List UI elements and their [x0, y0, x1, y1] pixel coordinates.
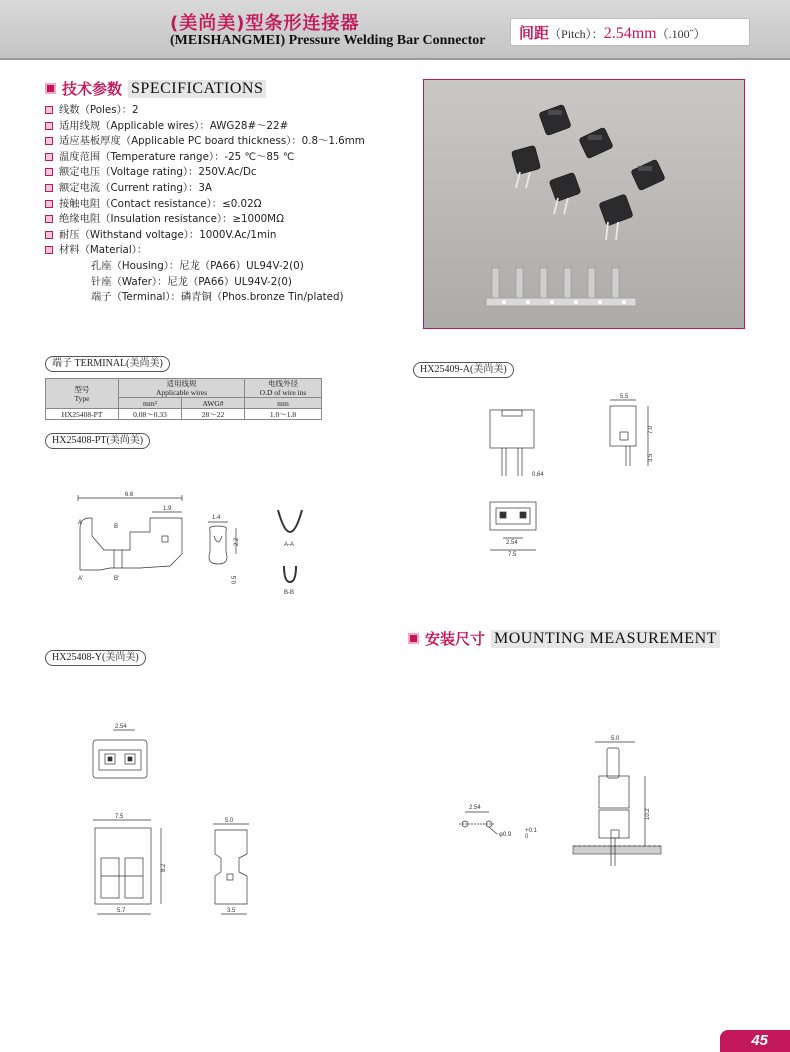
dim-label: 3.5 [648, 453, 654, 462]
header-divider [0, 58, 790, 60]
bullet-icon [45, 184, 53, 192]
connector-photo-illustration [424, 80, 744, 328]
spec-item: 线数（Poles）：2 [45, 103, 415, 119]
dim-label: 6.6 [125, 492, 134, 498]
pt-tag: HX25408-PT(美尚美) [45, 433, 150, 449]
dim-label: 8.2 [161, 863, 167, 872]
terminal-table [45, 378, 322, 420]
bullet-icon [45, 137, 53, 145]
bullet-icon [45, 231, 53, 239]
mounting-heading: 安装尺寸 MOUNTING MEASUREMENT [408, 628, 720, 649]
spec-item: 绝缘电阻（Insulation resistance）：≥1000MΩ [45, 212, 415, 228]
cell-mm2: 0.08～0.33 [119, 409, 182, 420]
cell-od: 1.0～1.8 [245, 409, 322, 420]
dim-label: 1.4 [212, 515, 221, 521]
dim-label: B [114, 524, 119, 530]
spec-item: 接触电阻（Contact resistance）：≤0.02Ω [45, 197, 415, 213]
pitch-value: 2.54mm [603, 25, 657, 42]
product-photo [423, 79, 745, 329]
material-item: 针座（Wafer）：尼龙（PA66）UL94V-2(0) [91, 275, 292, 288]
cell-type: HX25408-PT [46, 409, 119, 420]
spec-item: 额定电压（Voltage rating）：250V.Ac/Dc [45, 165, 415, 181]
bullet-icon [45, 168, 53, 176]
col-od-header: 电线外径 O.D of wire ins [245, 379, 322, 398]
pitch-box [510, 18, 750, 46]
bullet-icon [45, 215, 53, 223]
mounting-side-drawing [565, 730, 695, 880]
dim-label: 7.5 [115, 814, 124, 820]
square-bullet-icon [408, 633, 419, 644]
mounting-hole-drawing [455, 800, 565, 860]
spec-item: 适用线规（Applicable wires）：AWG28#～22# [45, 119, 415, 135]
spec-item: 额定电流（Current rating）：3A [45, 181, 415, 197]
title-english: (MEISHANGMEI) Pressure Welding Bar Connector [170, 33, 486, 48]
dim-label: 5.0 [225, 818, 234, 824]
pitch-cn: 间距 [519, 24, 550, 42]
spec-item: 材料（Material）： [45, 243, 415, 259]
pitch-inch: （.100˝） [656, 27, 706, 41]
dim-label: B' [114, 576, 120, 582]
sub-mm: mm [245, 398, 322, 409]
dim-label: 3.5 [227, 908, 236, 914]
dim-label: 0.5 [232, 575, 238, 584]
bullet-icon [45, 246, 53, 254]
specs-heading: 技术参数 SPECIFICATIONS [45, 78, 266, 99]
dim-label: 5.5 [620, 394, 629, 400]
square-bullet-icon [45, 83, 56, 94]
material-item: 端子（Terminal）：磷青铜（Phos.bronze Tin/plated) [91, 291, 344, 304]
dim-label: 1.9 [163, 506, 172, 512]
dim-label: 2.54 [506, 540, 518, 546]
title-chinese: (美尚美)型条形连接器 [170, 13, 360, 34]
material-item: 孔座（Housing）：尼龙（PA66）UL94V-2(0) [91, 259, 304, 272]
table-row [46, 409, 322, 420]
a-connector-drawing [480, 388, 680, 568]
specs-list [45, 103, 415, 306]
spec-item: 适应基板厚度（Applicable PC board thickness）：0.8～1.6mm [45, 134, 415, 150]
dim-label: A [78, 520, 83, 526]
col-wires-header: 适用线规 Applicable wires [119, 379, 245, 398]
dim-label: φ0.9 [499, 832, 512, 838]
dim-label: 10.2 [645, 808, 651, 820]
y-tag: HX25408-Y(美尚美) [45, 650, 146, 666]
dim-label: 7.0 [648, 425, 654, 434]
dim-label: A-A [284, 542, 295, 548]
dim-label: 2.54 [469, 805, 481, 811]
sub-mm2: mm² [119, 398, 182, 409]
dim-label: 5.0 [611, 736, 620, 742]
spec-item: 耐压（Withstand voltage）：1000V.Ac/1min [45, 228, 415, 244]
bullet-icon [45, 122, 53, 130]
dim-label: +0.1 [525, 828, 537, 834]
terminal-tag: 端子 TERMINAL(美尚美) [45, 356, 170, 372]
page-number: 45 [720, 1030, 790, 1052]
sub-awg: AWG# [182, 398, 245, 409]
dim-label: 0 [525, 834, 529, 840]
dim-label: 2.2 [234, 537, 240, 546]
dim-label: 0.64 [532, 472, 544, 478]
dim-label: 5.7 [117, 908, 126, 914]
pitch-label: （Pitch）： [549, 27, 604, 41]
a-tag: HX25409-A(美尚美) [413, 362, 514, 378]
bullet-icon [45, 200, 53, 208]
spec-item: 温度范围（Temperature range）：-25 ℃～85 ℃ [45, 150, 415, 166]
pt-terminal-drawing [70, 488, 330, 598]
y-housing-drawing [85, 720, 285, 930]
cell-awg: 28～22 [182, 409, 245, 420]
bullet-icon [45, 153, 53, 161]
col-type-header: 型号 Type [46, 379, 119, 409]
dim-label: 2.54 [115, 724, 127, 730]
dim-label: 7.5 [508, 552, 517, 558]
bullet-icon [45, 106, 53, 114]
dim-label: B-B [284, 590, 295, 596]
dim-label: A' [78, 576, 84, 582]
